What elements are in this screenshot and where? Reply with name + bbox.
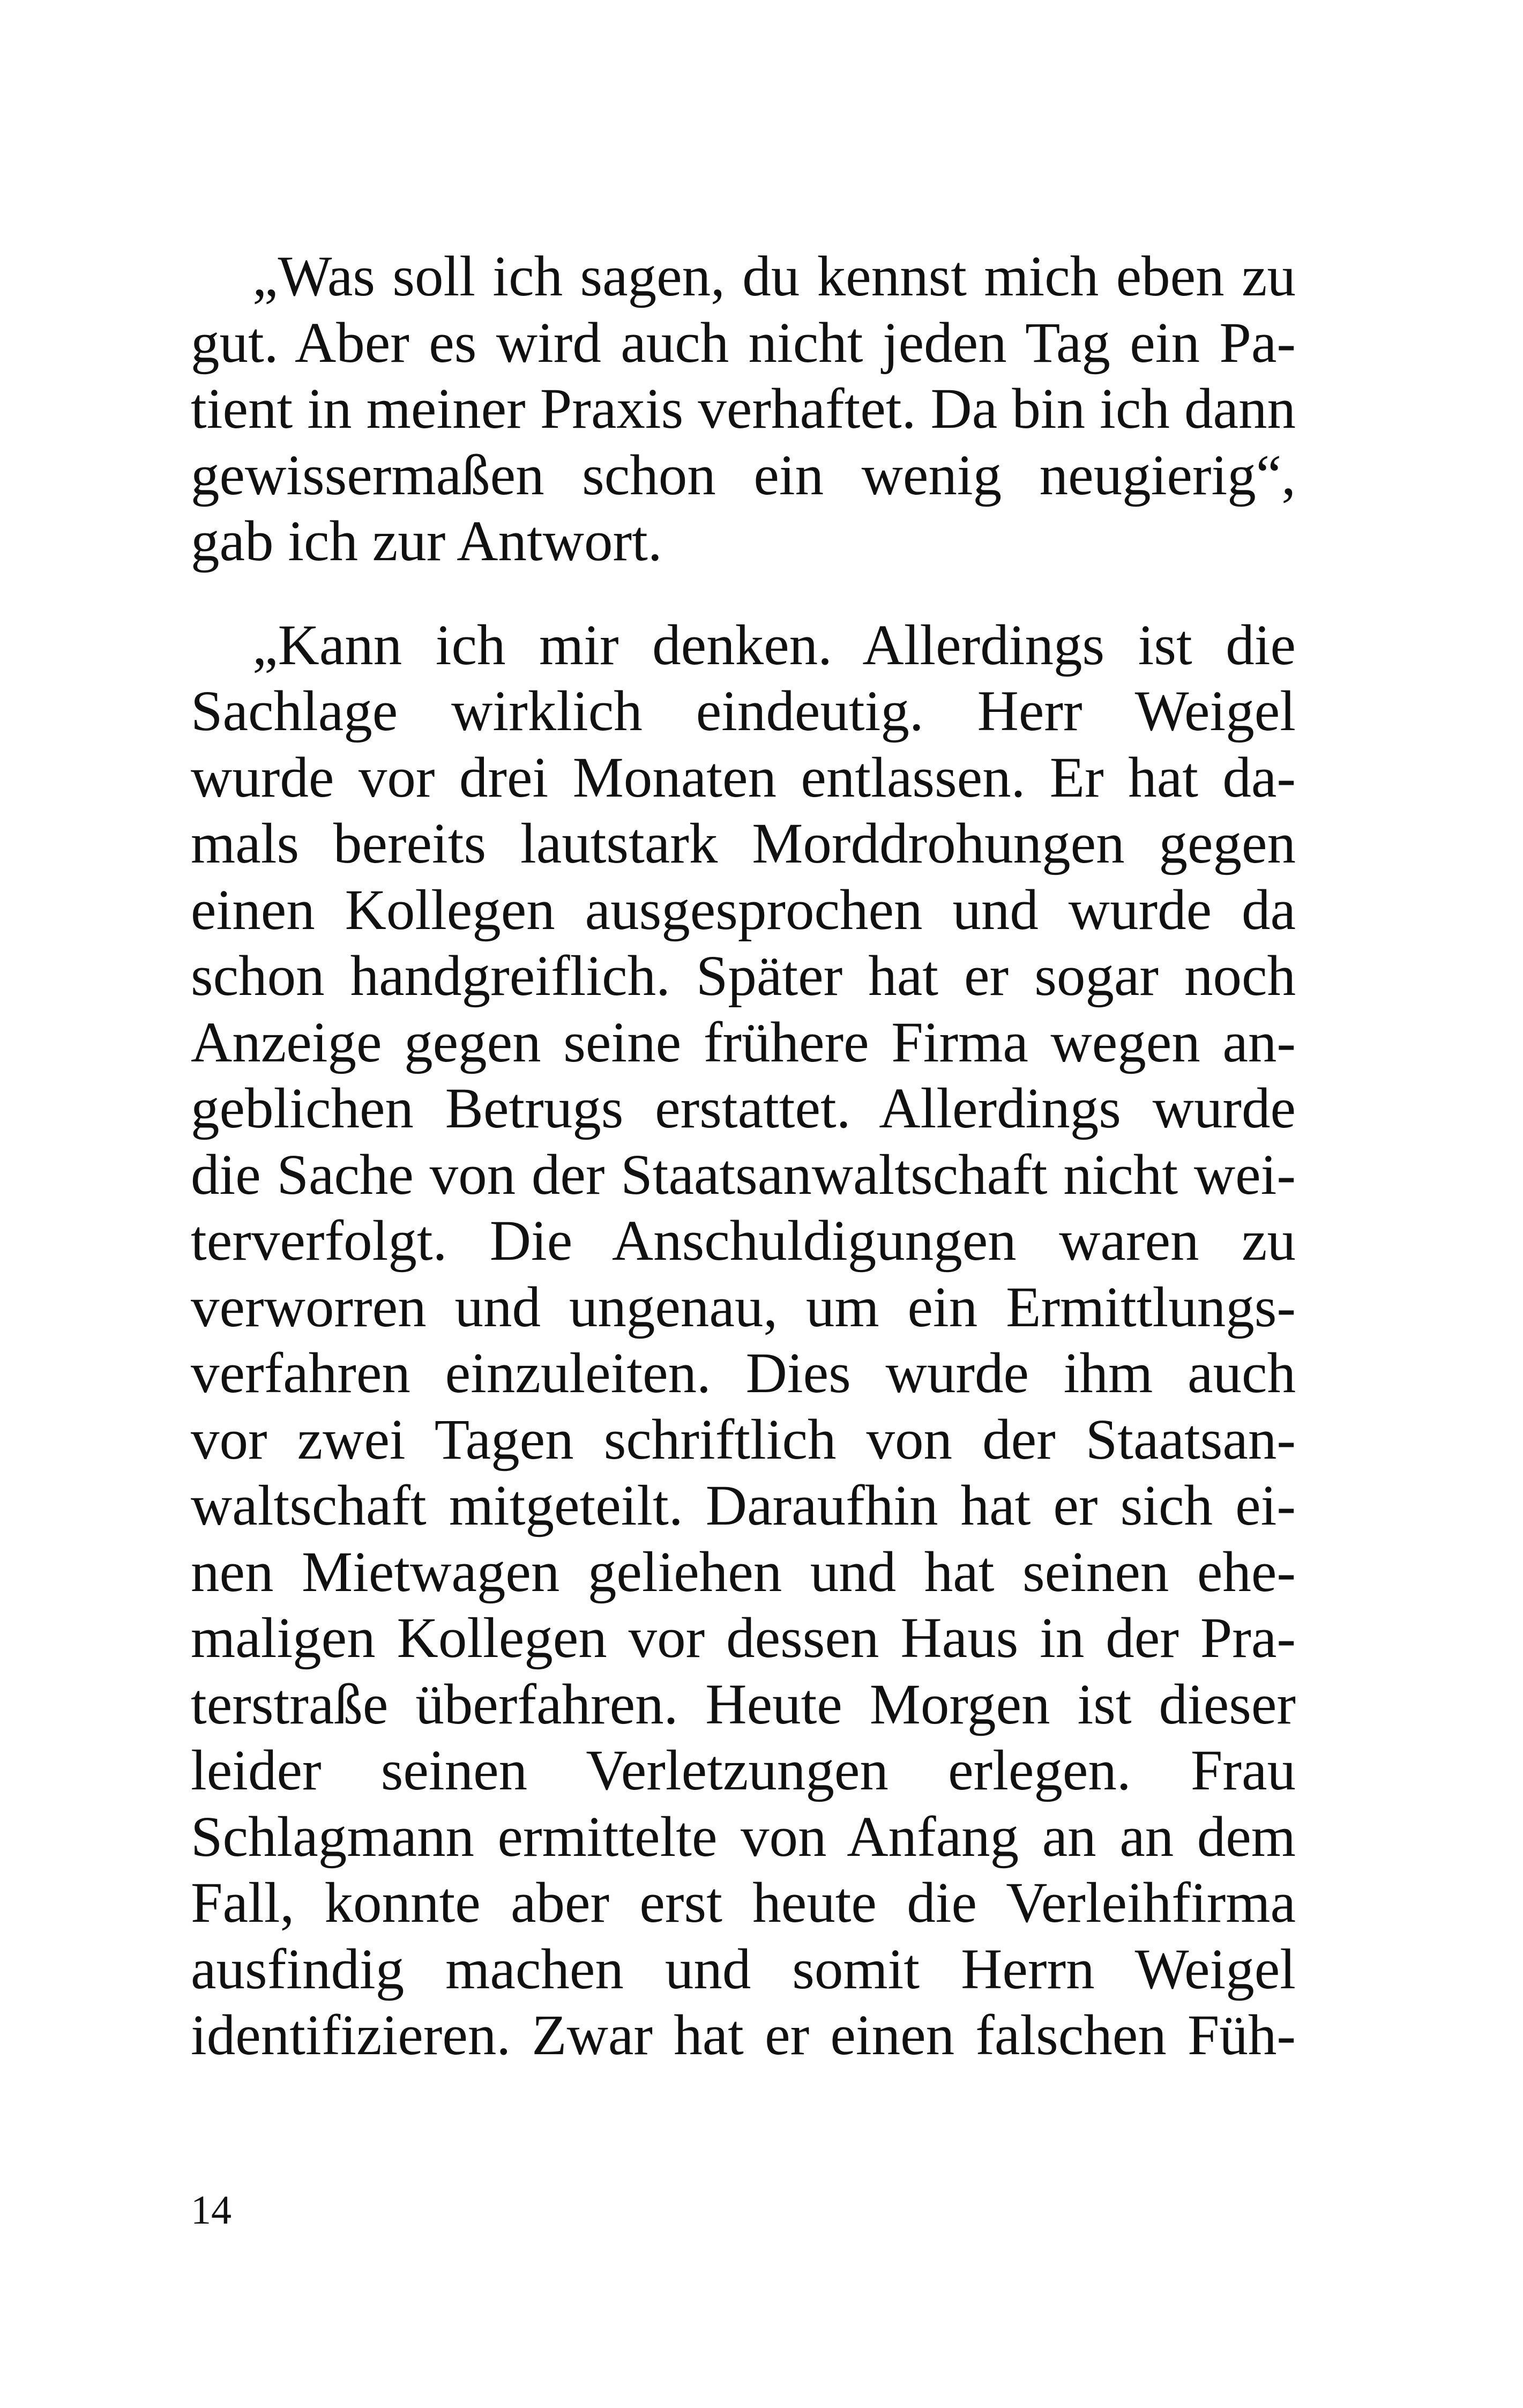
text-line: gut. Aber es wird auch nicht jeden Tag ein Pa- bbox=[191, 311, 1296, 375]
paragraph bbox=[191, 244, 1296, 575]
text-line: wurde vor drei Monaten entlassen. Er hat da- bbox=[191, 746, 1296, 809]
text-line: mals bereits lautstark Morddrohungen gegen bbox=[191, 812, 1296, 875]
paragraph bbox=[191, 613, 1296, 2069]
text-line: gab ich zur Antwort. bbox=[191, 510, 662, 573]
text-line: verworren und ungenau, um ein Ermittlungs- bbox=[191, 1275, 1296, 1339]
text-line: Sachlage wirklich eindeutig. Herr Weigel bbox=[191, 680, 1296, 743]
text-line: die Sache von der Staatsanwaltschaft nicht wei- bbox=[191, 1143, 1296, 1207]
text-line: waltschaft mitgeteilt. Daraufhin hat er sich ei- bbox=[191, 1474, 1296, 1537]
text-line: leider seinen Verletzungen erlegen. Frau bbox=[191, 1739, 1296, 1802]
text-line: schon handgreiflich. Später hat er sogar noch bbox=[191, 945, 1296, 1008]
body-text bbox=[191, 244, 1296, 2069]
text-line: ausfindig machen und somit Herrn Weigel bbox=[191, 1937, 1296, 2001]
text-line: maligen Kollegen vor dessen Haus in der Pra- bbox=[191, 1607, 1296, 1670]
text-line: verfahren einzuleiten. Dies wurde ihm auch bbox=[191, 1342, 1296, 1405]
text-line: nen Mietwagen geliehen und hat seinen ehe- bbox=[191, 1540, 1296, 1604]
paragraph-spacer bbox=[191, 575, 1296, 613]
text-line: Fall, konnte aber erst heute die Verleihfirma bbox=[191, 1871, 1296, 1935]
text-line: terverfolgt. Die Anschuldigungen waren zu bbox=[191, 1209, 1296, 1273]
text-line: Schlagmann ermittelte von Anfang an an dem bbox=[191, 1805, 1296, 1869]
text-line: einen Kollegen ausgesprochen und wurde da bbox=[191, 878, 1296, 942]
text-line: „Kann ich mir denken. Allerdings ist die bbox=[252, 613, 1296, 677]
text-line: identifizieren. Zwar hat er einen falschen Füh- bbox=[191, 2004, 1296, 2067]
text-line: gewissermaßen schon ein wenig neugierig“, bbox=[191, 443, 1296, 507]
text-line: „Was soll ich sagen, du kennst mich eben zu bbox=[252, 245, 1296, 308]
text-line: Anzeige gegen seine frühere Firma wegen an- bbox=[191, 1010, 1296, 1074]
text-line: vor zwei Tagen schriftlich von der Staatsan- bbox=[191, 1408, 1296, 1471]
page-number: 14 bbox=[191, 2188, 232, 2233]
text-line: terstraße überfahren. Heute Morgen ist dieser bbox=[191, 1673, 1296, 1736]
text-line: geblichen Betrugs erstattet. Allerdings wurde bbox=[191, 1077, 1296, 1140]
text-line: tient in meiner Praxis verhaftet. Da bin ich dann bbox=[191, 377, 1296, 441]
